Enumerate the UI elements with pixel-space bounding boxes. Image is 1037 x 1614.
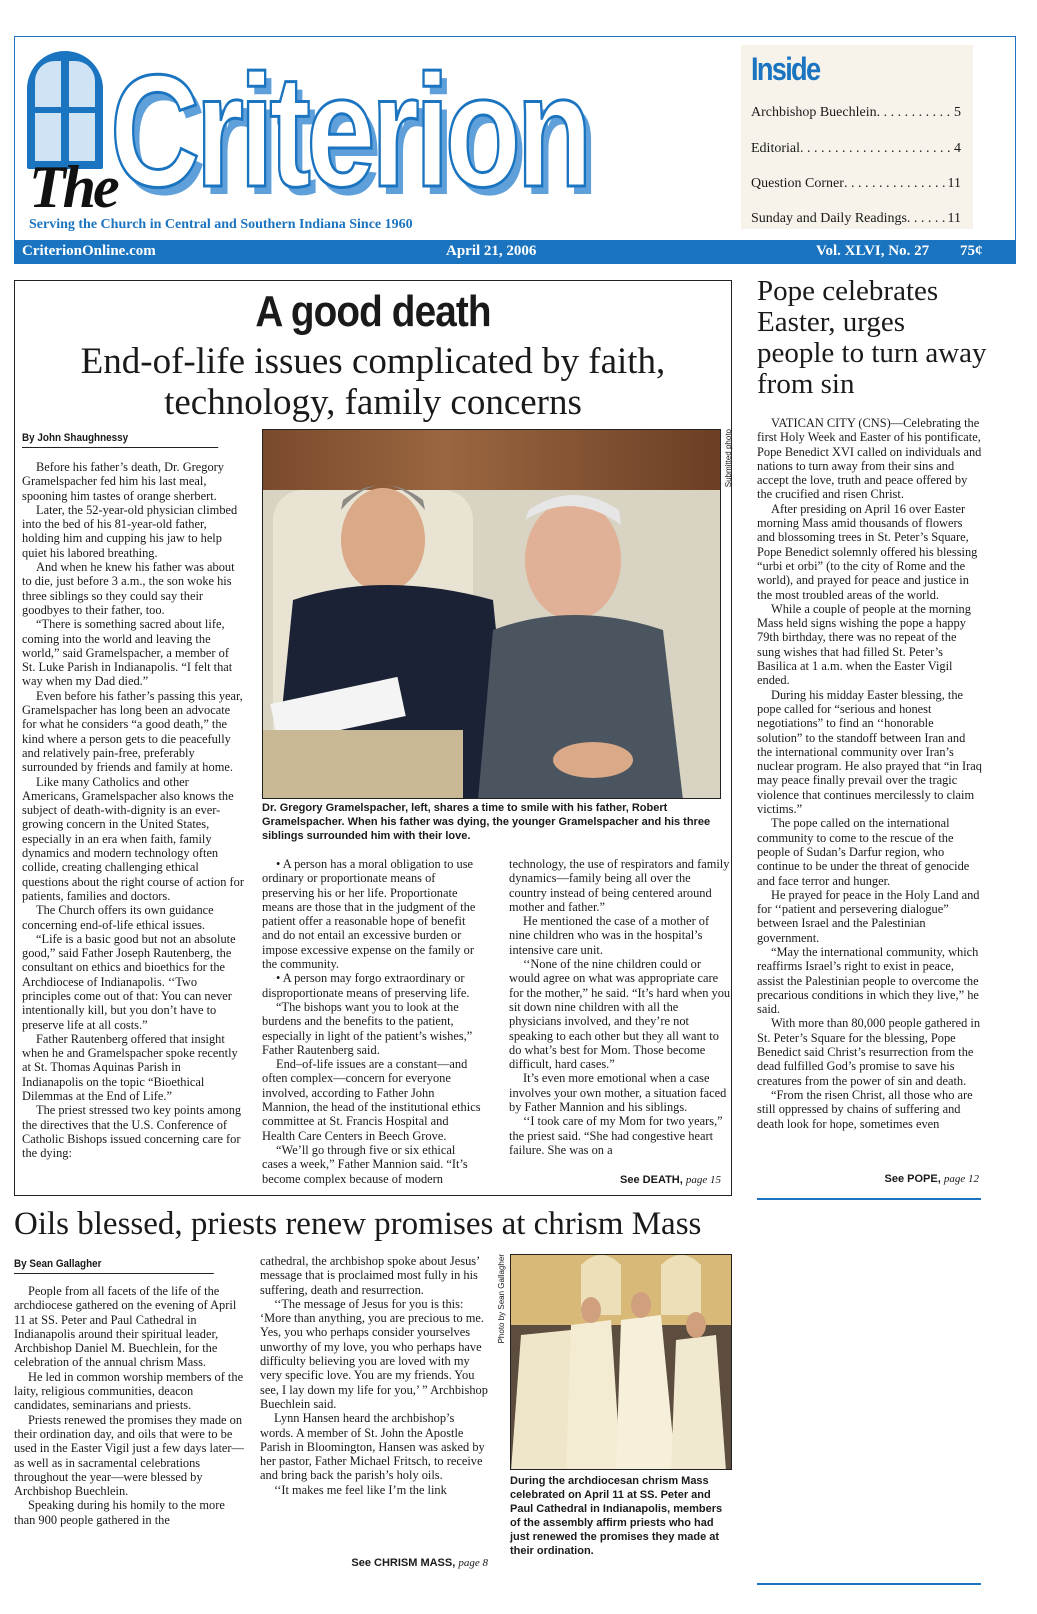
chrism-column-2 xyxy=(260,1254,488,1497)
jump-link-chrism[interactable] xyxy=(260,1557,488,1569)
chrism-mass-photo xyxy=(510,1254,732,1470)
paragraph: Before his father’s death, Dr. Gregory Gramelspacher fed him his last meal, spooning him tastes of orange sherbert. xyxy=(22,460,224,503)
inside-item-page: 4 xyxy=(954,141,961,156)
paragraph: Lynn Hansen heard the archbishop’s words. A member of St. John the Apostle Parish in Bloomington, Hansen was asked by her pastor, Father Michael Fritsch, to receive and bring back the parish’s holy oils. xyxy=(260,1411,485,1483)
inside-item-label: Editorial xyxy=(751,141,800,156)
website-link[interactable]: CriterionOnline.com xyxy=(22,243,156,259)
masthead-title: Criterion xyxy=(110,41,588,220)
inside-item-page: 5 xyxy=(954,105,961,120)
paragraph: During his midday Easter blessing, the pope called for “serious and honest negotiations” to find an ‘‘honorable solution” to the standoff between Iran and the international community over Iran’s nuclear program. He also prayed that “in Iraq may peace finally prevail over the tragic violence that continues mercilessly to claim victims.” xyxy=(757,687,982,817)
paragraph: The priest stressed two key points among the directives that the U.S. Conference of Catholic Bishops issued concerning care for the dying: xyxy=(22,1103,242,1161)
issue-date: April 21, 2006 xyxy=(446,243,537,259)
jump-page: page 12 xyxy=(943,1173,979,1185)
chrism-headline: Oils blessed, priests renew promises at chrism Mass xyxy=(14,1206,702,1242)
photo-caption: During the archdiocesan chrism Mass celebrated on April 11 at SS. Peter and Paul Cathedral in Indianapolis, members of the assembly affirm priests who had just renewed the promises they made at their ordination. xyxy=(510,1475,723,1557)
paragraph: ‘‘None of the nine children could or would agree on what was appropriate care for the mother,” he said. “It’s hard when you sit down nine children with all the physicians involved, and they’re not speaking to each other but they all want to do what’s best for Mom. Those become difficult, hard cases.” xyxy=(509,957,731,1072)
paragraph: The Church offers its own guidance concerning end-of-life ethical issues. xyxy=(22,903,214,932)
paragraph: End–of-life issues are a constant—and often complex—concern for everyone involved, according to Father John Mannion, the head of the institutional ethics committee at St. Francis Hospital and Health Care Centers in Beech Grove. xyxy=(262,1057,481,1143)
masthead-the: The xyxy=(29,154,117,220)
paragraph: • A person has a moral obligation to use ordinary or proportionate means of preserving his or her life. Proportionate means are those that in the judgment of the patient offer a reasonable hope of benefit and do not entail an excessive burden or impose excessive expense on the family or the community. xyxy=(262,857,476,972)
main-column-3 xyxy=(509,857,731,1157)
jump-page: page 15 xyxy=(685,1174,721,1186)
photo-illustration xyxy=(511,1255,732,1470)
paragraph: Even before his father’s passing this year, Gramelspacher has long been an advocate for what he considers “a good death,” the kind where a person gets to die peacefully and relatively pain-free, preferably surrounded by friends and family at home. xyxy=(22,688,243,775)
jump-link-death[interactable] xyxy=(509,1174,721,1186)
inside-item-page: 11 xyxy=(947,176,961,191)
pope-headline: Pope celebrates Easter, urges people to turn away from sin xyxy=(757,275,987,400)
nameplate-bar xyxy=(14,240,1016,264)
main-byline: By John Shaughnessy xyxy=(22,432,218,448)
paragraph: “Life is a basic good but not an absolute good,” said Father Joseph Rautenberg, the consultant on ethics and bioethics for the Archdiocese of Indianapolis. ‘‘Two principles come out of that: You can never intentionally kill, but you don’t have to preserve life at all costs.” xyxy=(22,931,236,1032)
photo-illustration xyxy=(263,430,721,799)
photo-credit: Submitted photo xyxy=(724,429,733,488)
masthead xyxy=(14,36,1016,242)
paragraph: “May the international community, which reaffirms Israel’s right to exist in peace, assist the Palestinian people to overcome the precarious conditions in which they live,” he said. xyxy=(757,944,979,1017)
paragraph: ‘‘I took care of my Mom for two years,” the priest said. “She had congestive heart failure. She was on a xyxy=(509,1114,723,1157)
jump-label: See DEATH, xyxy=(620,1174,683,1186)
jump-link-pope[interactable] xyxy=(757,1173,979,1185)
paragraph: VATICAN CITY (CNS)—Celebrating the first Holy Week and Easter of his pontificate, Pope Benedict XVI called on individuals and nations to turn away from their sins and accept the love, truth and peace offered by the crucified and risen Christ. xyxy=(757,416,982,502)
paragraph: Later, the 52-year-old physician climbed into the bed of his 81-year-old father, holding him and cupping his jaw to help quiet his labored breathing. xyxy=(22,502,238,560)
paragraph: “From the risen Christ, all those who are still oppressed by chains of suffering and death look for hope, sometimes even xyxy=(757,1087,973,1131)
paragraph: “The bishops want you to look at the burdens and the benefits to the patient, especially in light of the patient’s wishes,” Father Rautenberg said. xyxy=(262,999,473,1057)
paragraph: It’s even more emotional when a case involves your own mother, a situation faced by Father Mannion and his siblings. xyxy=(509,1071,727,1115)
paragraph: ‘‘It makes me feel like I’m the link xyxy=(274,1482,447,1497)
inside-item[interactable] xyxy=(751,176,961,192)
main-column-1 xyxy=(22,460,244,1161)
photo-credit: Photo by Sean Gallagher xyxy=(497,1254,506,1344)
paragraph: Speaking during his homily to the more than 900 people gathered in the xyxy=(14,1498,225,1527)
inside-item-page: 11 xyxy=(947,211,961,226)
stained-glass-logo-icon xyxy=(27,51,103,169)
divider xyxy=(757,1583,981,1585)
paragraph: Like many Catholics and other Americans, Gramelspacher also knows the subject of death-with-dignity is an ever-growing concern in the United States, especially in an era when faith, family dynamics and modern technology often collide, creating challenging ethical questions about the right course of action for patients, families and doctors. xyxy=(22,774,244,903)
paragraph: • A person may forgo extraordinary or disproportionate means of preserving life. xyxy=(262,971,470,1000)
paragraph: With more than 80,000 people gathered in St. Peter’s Square for the blessing, Pope Benedict said Christ’s resurrection from the dead fulfilled God’s promise to save his creatures from the power of sin and death. xyxy=(757,1016,981,1088)
paragraph: And when he knew his father was about to die, just before 3 a.m., the son woke his three siblings so they could say their goodbyes to their father, too. xyxy=(22,560,235,617)
pope-column xyxy=(757,416,982,1131)
jump-label: See POPE, xyxy=(884,1173,941,1185)
tagline: Serving the Church in Central and Southern Indiana Since 1960 xyxy=(29,217,413,232)
paragraph: Father Rautenberg offered that insight when he and Gramelspacher spoke recently at St. Thomas Aquinas Parish in Indianapolis on the topic “Bioethical Dilemmas at the End of Life.” xyxy=(22,1031,238,1104)
jump-page: page 8 xyxy=(458,1557,488,1569)
paragraph: cathedral, the archbishop spoke about Jesus’ message that is proclaimed most fully in his suffering, death and resurrection. xyxy=(260,1254,480,1297)
inside-item-label: Archbishop Buechlein xyxy=(751,105,877,120)
paragraph: He led in common worship members of the laity, religious communities, deacon candidates, seminarians and priests. xyxy=(14,1369,244,1413)
price: 75¢ xyxy=(960,243,983,259)
volume-number: Vol. XLVI, No. 27 xyxy=(816,243,930,259)
chrism-byline: By Sean Gallagher xyxy=(14,1258,214,1274)
paragraph: He prayed for peace in the Holy Land and for ‘‘patient and persevering dialogue” between Israel and the Palestinian government. xyxy=(757,887,980,945)
inside-item[interactable] xyxy=(751,211,961,227)
chrism-column-1 xyxy=(14,1284,244,1527)
paragraph: ‘‘The message of Jesus for you is this: ‘More than anything, you are precious to me. Yes, you who perhaps consider yourselves unworthy of my love, you who perhaps have difficulty believing you are loved with my very specific love. You are my friends. You see, I lay down my life for you,’ ” Archbishop Buechlein said. xyxy=(260,1296,488,1411)
paragraph: He mentioned the case of a mother of nine children who was in the hospital’s intensive care unit. xyxy=(509,914,710,957)
inside-item-label: Question Corner xyxy=(751,176,844,191)
inside-item-label: Sunday and Daily Readings xyxy=(751,211,907,226)
paragraph: “There is something sacred about life, coming into the world and leaving the world,” said Gramelspacher, a member of St. Luke Parish in Indianapolis. “I felt that way when my Dad died.” xyxy=(22,617,233,689)
paragraph: The pope called on the international community to come to the rescue of the people of Sudan’s Darfur region, who continue to be under the threat of genocide and face terror and hunger. xyxy=(757,816,970,888)
inside-item[interactable] xyxy=(751,105,961,121)
divider xyxy=(757,1198,981,1200)
inside-index xyxy=(741,45,973,229)
jump-label: See CHRISM MASS, xyxy=(351,1557,456,1569)
paragraph: “We’ll go through five or six ethical cases a week,” Father Mannion said. “It’s become complex because of modern xyxy=(262,1142,468,1186)
paragraph: After presiding on April 16 over Easter morning Mass amid thousands of flowers and blossoming trees in St. Peter’s Square, Pope Benedict solemnly offered his blessing “urbi et orbi” (to the city of Rome and the world), and prayed for peace and justice in the most troubled areas of the world. xyxy=(757,501,978,602)
inside-item[interactable] xyxy=(751,141,961,157)
photo-caption: Dr. Gregory Gramelspacher, left, shares a time to smile with his father, Robert Gramelspacher. When his father was dying, the younger Gramelspacher and his three siblings surrounded him with their love. xyxy=(262,802,711,842)
paragraph: Priests renewed the promises they made on their ordination day, and oils that were to be used in the Easter Vigil just a few days later—as well as in sacramental celebrations throughout the year—were blessed by Archbishop Buechlein. xyxy=(14,1412,244,1499)
inside-title: Inside xyxy=(751,51,820,87)
paragraph: People from all facets of the life of the archdiocese gathered on the evening of April 11 at SS. Peter and Paul Cathedral in Indianapolis around their spiritual leader, Archbishop Daniel M. Buechlein, for the celebration of the annual chrism Mass. xyxy=(14,1284,237,1370)
main-column-2 xyxy=(262,857,484,1186)
main-story xyxy=(14,280,732,1196)
father-son-photo xyxy=(262,429,721,799)
main-headline: A good death xyxy=(255,287,491,336)
main-subhead: End-of-life issues complicated by faith, technology, family concerns xyxy=(80,341,666,423)
paragraph: technology, the use of respirators and family dynamics—family being all over the country instead of being centered around mother and father.” xyxy=(509,857,730,914)
paragraph: While a couple of people at the morning Mass held signs wishing the pope a happy 79th birthday, there was no repeat of the sung wishes that had filled St. Peter’s Basilica at 1 a.m. when the Easter Vigil ended. xyxy=(757,601,971,688)
